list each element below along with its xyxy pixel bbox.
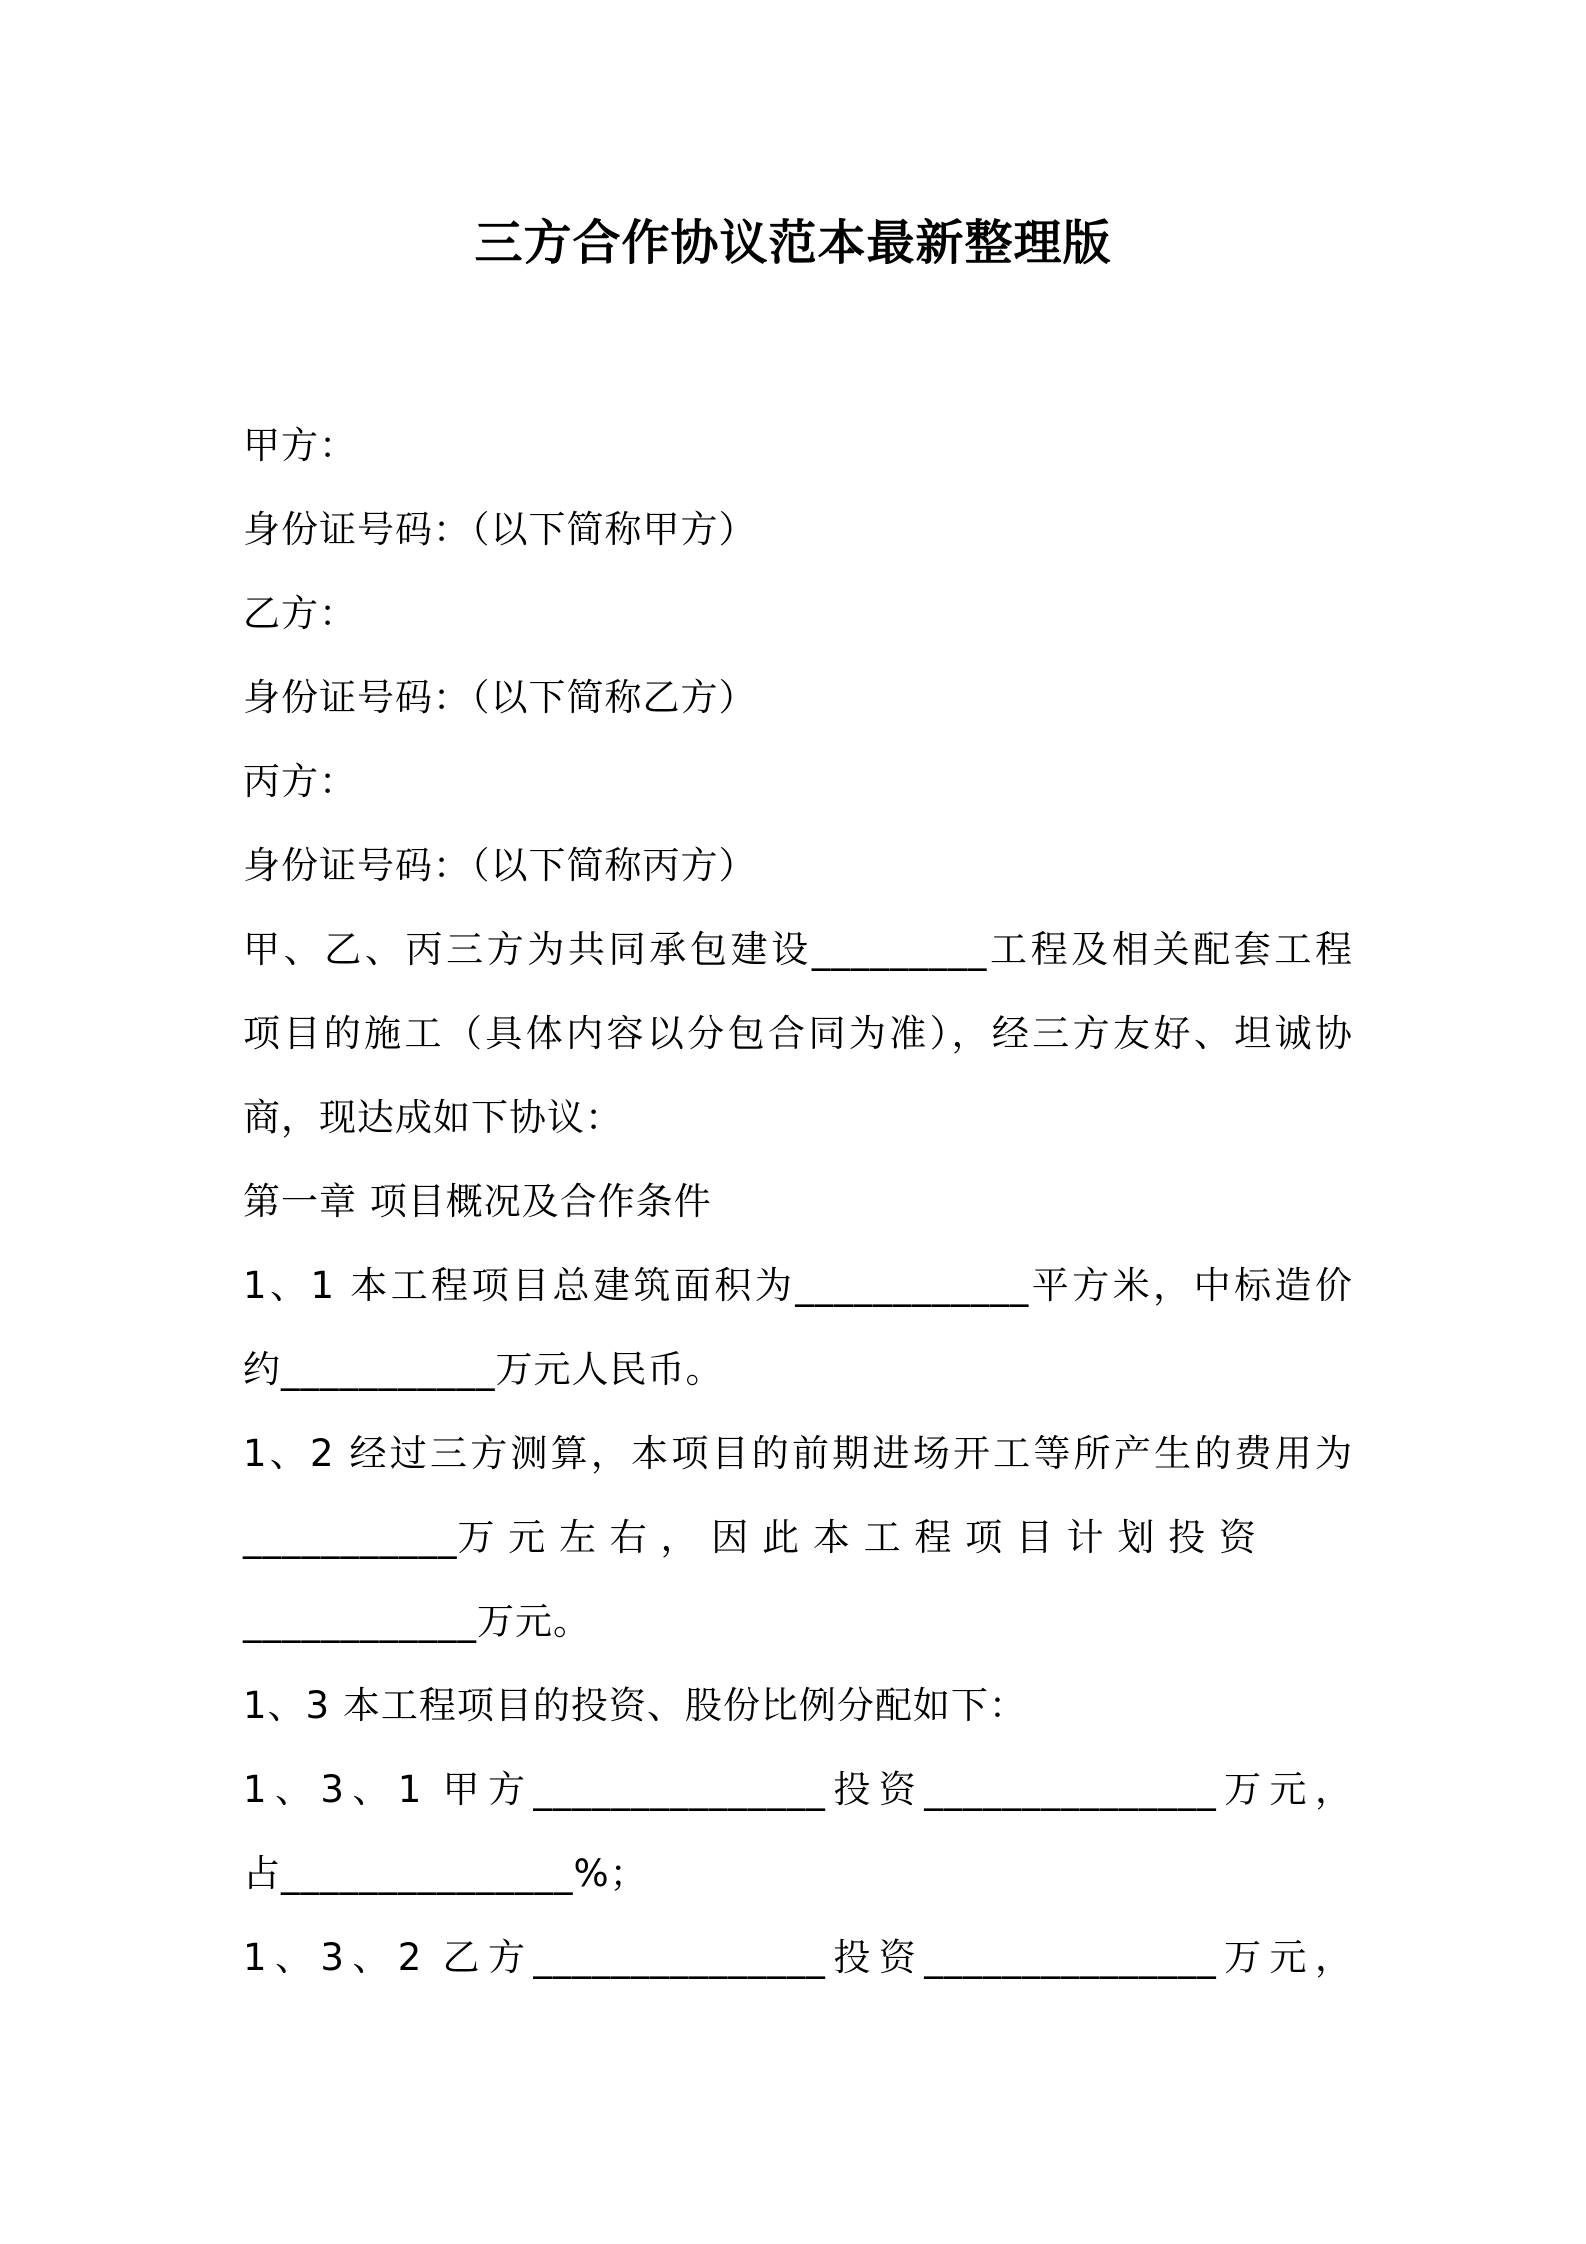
- party-a-label: 甲方：: [243, 424, 357, 467]
- clause-1-3-2-line-1: 1、3、2 乙方_______________投资_______________万元，: [243, 1936, 1353, 1979]
- clause-1-1-line-1: 1、1 本工程项目总建筑面积为____________平方米，中标造价: [243, 1264, 1353, 1307]
- party-c-label: 丙方：: [243, 760, 357, 803]
- clause-1-2-line-3: ____________万元。: [243, 1600, 591, 1643]
- party-b-id-line: 身份证号码：（以下简称乙方）: [243, 676, 757, 719]
- party-b-label: 乙方：: [243, 592, 357, 635]
- clause-1-3-1-line-2: 占_______________%；: [243, 1852, 648, 1895]
- preamble-line-1: 甲、乙、丙三方为共同承包建设_________工程及相关配套工程: [243, 928, 1353, 971]
- document-body: [243, 404, 1353, 2000]
- preamble-line-3: 商，现达成如下协议：: [243, 1096, 623, 1139]
- clause-1-1-line-2: 约___________万元人民币。: [243, 1348, 724, 1391]
- document-title: 三方合作协议范本最新整理版: [474, 215, 1112, 271]
- clause-1-2-line-2: ___________万 元 左 右 ， 因 此 本 工 程 项 目 计 划 投 资: [243, 1516, 1257, 1559]
- clause-1-2-line-1: 1、2 经过三方测算，本项目的前期进场开工等所产生的费用为: [243, 1432, 1353, 1475]
- preamble-line-2: 项目的施工（具体内容以分包合同为准），经三方友好、坦诚协: [243, 1012, 1353, 1055]
- clause-1-3-heading: 1、3 本工程项目的投资、股份比例分配如下：: [243, 1684, 1027, 1727]
- chapter-1-heading: 第一章 项目概况及合作条件: [243, 1180, 712, 1223]
- party-a-id-line: 身份证号码：（以下简称甲方）: [243, 508, 757, 551]
- clause-1-3-1-line-1: 1、3、1 甲方_______________投资_______________万元，: [243, 1768, 1353, 1811]
- party-c-id-line: 身份证号码：（以下简称丙方）: [243, 844, 757, 887]
